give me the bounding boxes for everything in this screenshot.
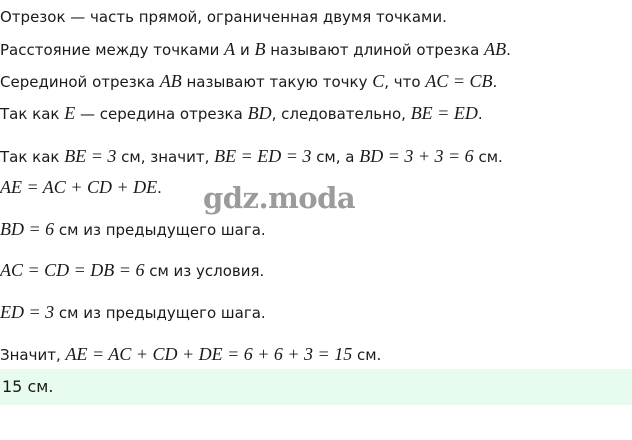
math-expression: AE = AC + CD + DE [0, 177, 158, 197]
text-fragment: Значит, [0, 346, 66, 364]
text-fragment: . [477, 105, 483, 123]
text-fragment: , что [384, 73, 426, 91]
math-expression: B [254, 39, 266, 59]
text-fragment: см из предыдущего шага. [54, 304, 266, 322]
text-fragment: см. [473, 148, 503, 166]
text-fragment: см, значит, [116, 148, 215, 166]
math-expression: AE = AC + CD + DE = 6 + 6 + 3 = 15 [65, 344, 353, 364]
math-expression: ED = 3 [0, 302, 55, 322]
math-expression: BE = ED [410, 103, 478, 123]
text-fragment: Серединой отрезка [0, 73, 160, 91]
solution-line-2 [0, 38, 511, 61]
math-expression: BD = 3 + 3 = 6 [359, 146, 474, 166]
solution-line-7 [0, 218, 266, 241]
text-fragment: Так как [0, 105, 65, 123]
text-fragment: Так как [0, 148, 65, 166]
watermark-logo: gdz.moda [203, 181, 356, 215]
text-fragment: и [235, 41, 255, 59]
math-expression: AB [159, 71, 182, 91]
text-fragment: называют длиной отрезка [265, 41, 485, 59]
text-fragment: см, а [311, 148, 360, 166]
solution-line-5 [0, 145, 503, 168]
text-fragment: Расстояние между точками [0, 41, 225, 59]
solution-line-6 [0, 176, 162, 199]
math-expression: AC = CD = DB = 6 [0, 260, 145, 280]
text-fragment: см. [352, 346, 382, 364]
solution-line-4 [0, 102, 483, 125]
solution-line-9 [0, 301, 266, 324]
solution-line-10 [0, 343, 381, 366]
text-fragment: . [506, 41, 511, 59]
text-fragment: . [157, 179, 162, 197]
math-expression: AB [484, 39, 507, 59]
answer-box [0, 369, 632, 405]
math-expression: C [372, 71, 385, 91]
answer-text: 15 см. [2, 377, 54, 396]
math-expression: BD = 6 [0, 219, 55, 239]
text-fragment: называют такую точку [181, 73, 373, 91]
text-fragment: Отрезок — часть прямой, ограниченная двумя точками. [0, 8, 447, 26]
solution-line-3 [0, 70, 497, 93]
math-expression: BE = ED = 3 [214, 146, 312, 166]
math-expression: AC = CB [425, 71, 493, 91]
math-expression: BD [247, 103, 272, 123]
text-fragment: см из предыдущего шага. [54, 221, 266, 239]
solution-line-1 [0, 6, 447, 28]
text-fragment: — середина отрезка [75, 105, 248, 123]
math-expression: A [224, 39, 236, 59]
math-expression: E [64, 103, 76, 123]
solution-line-8 [0, 259, 264, 282]
text-fragment: см из условия. [144, 262, 265, 280]
text-fragment: . [492, 73, 498, 91]
math-expression: BE = 3 [64, 146, 117, 166]
text-fragment: , следовательно, [271, 105, 411, 123]
